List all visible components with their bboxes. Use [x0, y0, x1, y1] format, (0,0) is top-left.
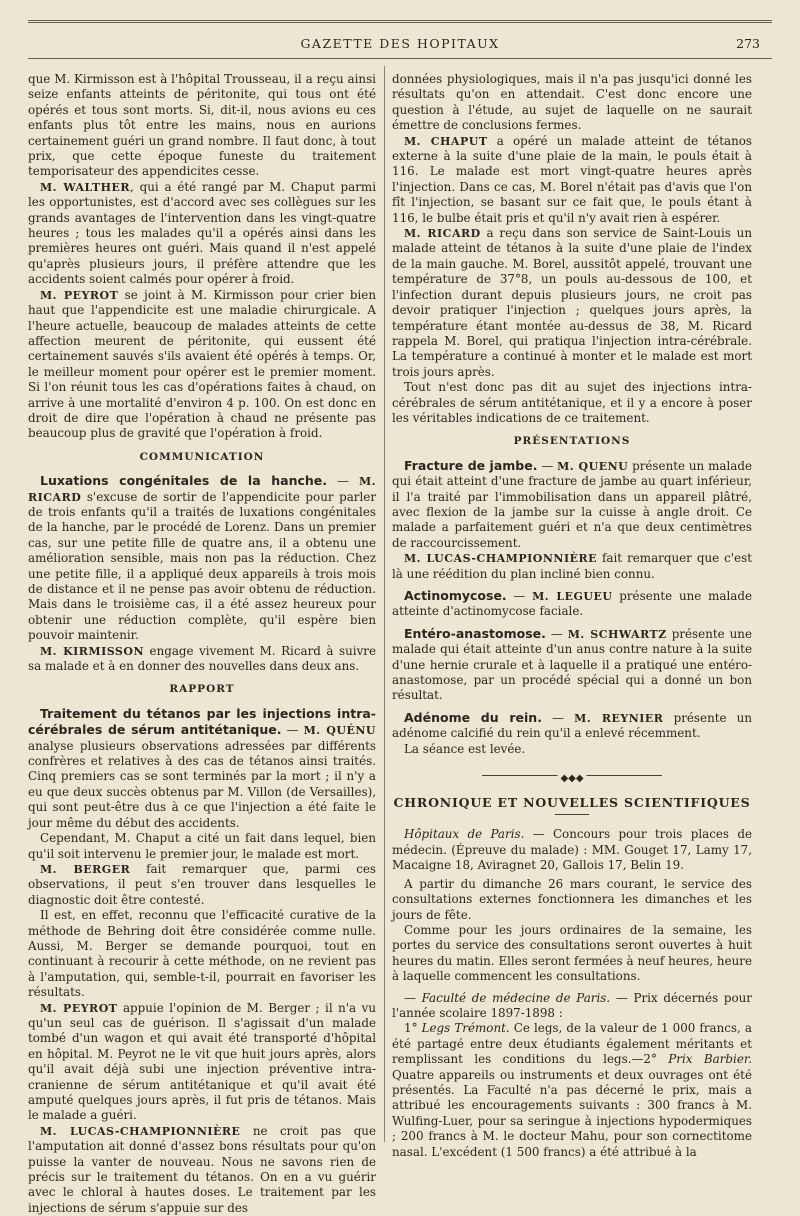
- speaker-name: M. LUCAS-CHAMPIONNIÈRE: [40, 1124, 241, 1138]
- paragraph: [392, 134, 752, 226]
- speaker-name: M. WALTHER: [40, 180, 130, 194]
- article: [392, 458, 752, 551]
- paragraph-text: se joint à M. Kirmisson pour crier bien haut que l'appendicite est une maladie chirurgicale. A l'heure actuelle, beaucoup de malades atteints de cette affection meurent de péritonite, qui eussent été certainement sauvés s'ils avaient été opérés à temps. Or, le meilleur moment pour opérer est le premier moment. Si l'on réunit tous les cas d'opérations faites à chaud, on arrive à une mortalité d'environ 4 p. 100. On est donc en droit de dire que l'opération à chaud ne présente pas beaucoup plus de gravité que l'opération à froid.: [28, 287, 376, 441]
- paragraph-text: , qui a été rangé par M. Chaput parmi les opportunistes, est d'accord avec ses collègues sur les grands avantages de l'intervention dans les vingt-quatre heures ; tous les malades qu'il a opérés ainsi dans les premières heures ont guéri. Mais quand il n'est appelé qu'après plusieurs jours, il préfère attendre que les accidents soient calmés pour opérer à froid.: [28, 179, 377, 287]
- paragraph-text: a reçu dans son service de Saint-Louis un malade atteint de tétanos à la suite d'une plaie de l'index de la main gauche. M. Borel, aussitôt appelé, trouvant une température de 37°8, un pouls au-dessous de 100, et l'infection durant depuis plusieurs jours, ne croit pas devoir pratiquer l'injection ; quelques jours après, la température étant montée au-dessus de 38, M. Ricard rappela M. Borel, qui pratiqua l'injection intra-cérébrale. La température a continué à monter et le malade est mort trois jours après.: [392, 226, 753, 379]
- ornament-rule: [392, 771, 752, 785]
- paragraph-text: présente un malade qui était atteint d'une fracture de jambe au quart inférieur, il l'a traité par l'immobilisation dans un appareil plâtré, avec flexion de la jambe sur la cuisse à angle droit. Ce malade a parfaitement guéri et n'a que deux centimètres de raccourcissement.: [392, 458, 752, 550]
- section-heading: RAPPORT: [169, 683, 235, 696]
- section-heading: PRÉSENTATIONS: [513, 435, 631, 448]
- news-title: Faculté de médecine de Paris.: [421, 990, 611, 1005]
- paragraph-text: présente une malade atteinte d'actinomycose faciale.: [392, 589, 752, 619]
- page-number: 273: [736, 36, 760, 51]
- paragraph: [392, 1021, 752, 1160]
- column-divider: [384, 66, 385, 1142]
- prize-title: Legs Trémont.: [421, 1021, 510, 1036]
- speaker-name: M. PEYROT: [40, 288, 119, 302]
- paragraph-text: Quatre appareils ou instruments et deux ouvrages ont été présentés. La Faculté n'a pas décerné le prix, mais a attribué les encouragements suivants : 300 francs à M. Wulfing-Luer, pour sa seringue à injections hypodermiques ; 200 francs à M. le docteur Mahu, pour son cornectitome nasal. L'excédent (1 500 francs) a été attribué à la: [392, 1067, 752, 1159]
- paragraph: [28, 1001, 376, 1124]
- paragraph: Il est, en effet, reconnu que l'efficacité curative de la méthode de Behring doit être considérée comme nulle. Aussi, M. Berger se demande pourquoi, tout en continuant à recourir à cette méthode, on ne revient pas à l'amputation, qui, semble-t-il, pourrait en favoriser les résultats.: [28, 908, 376, 1000]
- prize-title: Prix Barbier.: [668, 1052, 753, 1067]
- left-column: [28, 72, 376, 1216]
- paragraph: Cependant, M. Chaput a cité un fait dans lequel, bien qu'il soit intervenu le premier jour, le malade est mort.: [28, 831, 376, 861]
- article-title: Entéro-anastomose.: [404, 625, 546, 641]
- speaker-name: M. REYNIER: [574, 711, 664, 725]
- paragraph: Comme pour les jours ordinaires de la semaine, les portes du service des consultations seront ouvertes à huit heures du matin. Elles seront fermées à neuf heures, heure à laquelle commencent les consultations.: [392, 922, 752, 984]
- right-column: [392, 72, 752, 1160]
- paragraph: A partir du dimanche 26 mars courant, le service des consultations externes fonctionnera les dimanches et les jours de fête.: [392, 876, 752, 922]
- paragraph: [28, 1124, 376, 1216]
- paragraph: [392, 551, 752, 582]
- dash: —: [541, 710, 575, 725]
- dash: —: [404, 990, 422, 1005]
- news-item: [392, 827, 752, 873]
- article: [392, 710, 752, 742]
- paragraph-text: appuie l'opinion de M. Berger ; il n'a vu qu'un seul cas de guérison. Il s'agissait d'un malade tombé d'un wagon et qui avait été transporté d'hôpital en hôpital. M. Peyrot ne le vit que huit jours après, alors qu'il avait déjà subi une injection préventive intra-cranienne de sérum antitétanique et qu'il avait été amputé quelques jours après, il fut pris de tétanos. Mais le malade a guéri.: [28, 1000, 376, 1123]
- dash: —: [537, 458, 558, 473]
- speaker-name: M. RICARD: [28, 475, 376, 504]
- paragraph-text: a opéré un malade atteint de tétanos externe à la suite d'une plaie de la main, le pouls était à 116. Le malade est mort vingt-quatre heures après l'injection. Dans ce cas, M. Borel n'était pas d'avis que l'on fît l'injection, se basant sur ce fait que, le pouls étant à 116, le bulbe était pris et qu'il n'y avait rien à espérer.: [392, 133, 752, 225]
- dash: —: [506, 589, 533, 603]
- paragraph: [392, 226, 752, 380]
- speaker-name: M. QUENU: [557, 459, 629, 473]
- paragraph: données physiologiques, mais il n'a pas jusqu'ici donné les résultats qu'on en attendait. C'est donc encore une question à l'étude, au sujet de laquelle on ne saurait émettre de conclusions fermes.: [392, 72, 752, 133]
- speaker-name: M. PEYROT: [40, 1001, 118, 1015]
- news-item: [392, 991, 752, 1022]
- top-double-rule: [28, 20, 772, 23]
- paragraph-text: — Prix décernés pour l'année scolaire 1897-1898 :: [392, 990, 752, 1020]
- article-title: Fracture de jambe.: [404, 457, 538, 473]
- speaker-name: M. LEGUEU: [532, 590, 613, 603]
- paragraph: [28, 644, 376, 675]
- paragraph-text: — Concours pour trois places de médecin. (Épreuve du malade) : MM. Gouget 17, Lamy 17, Macaigne 18, Aviragnet 20, Gallois 17, Belin 19.: [392, 827, 752, 873]
- speaker-name: M. RICARD: [404, 227, 481, 241]
- article-title: Luxations congénitales de la hanche.: [40, 473, 328, 489]
- header-rule: [28, 58, 772, 59]
- paragraph: [28, 180, 376, 288]
- item-number: 2°: [643, 1052, 669, 1067]
- news-title: Hôpitaux de Paris.: [404, 827, 525, 842]
- dash: —: [281, 723, 304, 738]
- paragraph-text: ne croit pas que l'amputation ait donné d'assez bons résultats pour qu'on puisse la vanter de nouveau. Nous ne savons rien de précis sur le traitement du tétanos. On en a vu guérir avec le chloral à hautes doses. Le traitement par les injections de sérum s'appuie sur des: [28, 1123, 376, 1215]
- article: [28, 706, 376, 831]
- item-number: 1°: [404, 1021, 422, 1036]
- paragraph-text: fait remarquer que, parmi ces observations, il peut s'en trouver dans lesquelles le diagnostic doit être contesté.: [28, 861, 376, 907]
- speaker-name: M. BERGER: [40, 862, 131, 876]
- dash: —: [545, 626, 568, 641]
- short-rule: [555, 814, 589, 815]
- chronique-heading: CHRONIQUE ET NOUVELLES SCIENTIFIQUES: [393, 795, 751, 811]
- paragraph-text: analyse plusieurs observations adressées par différents confrères et relatives à des cas de tétanos ainsi traités. Cinq premiers cas se sont terminés par la mort ; il n'y a eu que deux succès obtenus par M. Villon (de Versailles), qui sont peut-être dus à ce que l'injection a été faite le jour même du début des accidents.: [28, 738, 376, 830]
- speaker-name: M. SCHWARTZ: [567, 627, 667, 641]
- article: [392, 626, 752, 704]
- speaker-name: M. KIRMISSON: [40, 644, 145, 658]
- article-title: Actinomycose.: [404, 588, 507, 603]
- speaker-name: M. QUÉNU: [303, 724, 377, 738]
- speaker-name: M. LUCAS-CHAMPIONNIÈRE: [404, 552, 598, 566]
- paragraph-text: engage vivement M. Ricard à suivre sa malade et à en donner des nouvelles dans deux ans.: [28, 643, 377, 674]
- paragraph: La séance est levée.: [404, 741, 526, 756]
- paragraph: que M. Kirmisson est à l'hôpital Trousseau, il a reçu ainsi seize enfants atteints de péritonite, qui tous ont été opérés et tous sont morts. Si, dit-il, nous avions eu ces enfants plus tôt entre les mains, nous en aurions certainement guéri un grand nombre. Il faut donc, à tout prix, que cette époque funeste du traitement temporisateur des appendicites cesse.: [28, 72, 376, 179]
- paragraph-text: présente une malade qui était atteinte d'un anus contre nature à la suite d'une hernie crurale et à laquelle il a pratiqué une entéro-anastomose, par un procédé spécial qui a donné un bon résultat.: [392, 626, 752, 703]
- paragraph-text: fait remarquer que c'est là une réédition du plan incliné bien connu.: [392, 551, 752, 581]
- article: [28, 473, 376, 643]
- section-heading: COMMUNICATION: [139, 450, 265, 463]
- article-title: Adénome du rein.: [404, 709, 542, 725]
- paragraph-text: s'excuse de sortir de l'appendicite pour parler de trois enfants qu'il a traités de luxations congénitales de la hanche, par le procédé de Lorenz. Dans un premier cas, sur une petite fille de quatre ans, il a obtenu une amélioration sensible, mais non pas la réduction. Chez une petite fille, il a appliqué deux appareils à trois mois de distance et il ne pense pas avoir obtenu de réduction. Mais dans le troisième cas, il a été assez heureux pour obtenir une réduction complète, qu'il espère bien pouvoir maintenir.: [28, 489, 376, 643]
- paragraph: Tout n'est donc pas dit au sujet des injections intra-cérébrales de sérum antitétanique, et il y a encore à poser les véritables indications de ce traitement.: [392, 380, 752, 425]
- dash: —: [327, 474, 359, 489]
- paragraph: [28, 288, 376, 442]
- running-head: GAZETTE DES HOPITAUX: [300, 36, 500, 51]
- article: [392, 588, 752, 620]
- ornament-icon: ◆◆◆: [557, 771, 586, 786]
- paragraph: [28, 862, 376, 908]
- paragraph-text: Ce legs, de la valeur de 1 000 francs, a été partagé entre deux étudiants également méritants et remplissant les conditions du legs.—: [392, 1021, 752, 1067]
- article-title: Traitement du tétanos par les injections intra-cérébrales de sérum antitétanique.: [28, 705, 376, 738]
- paragraph-text: présente un adénome calcifié du rein qu'il a enlevé récemment.: [392, 710, 753, 741]
- speaker-name: M. CHAPUT: [404, 134, 488, 148]
